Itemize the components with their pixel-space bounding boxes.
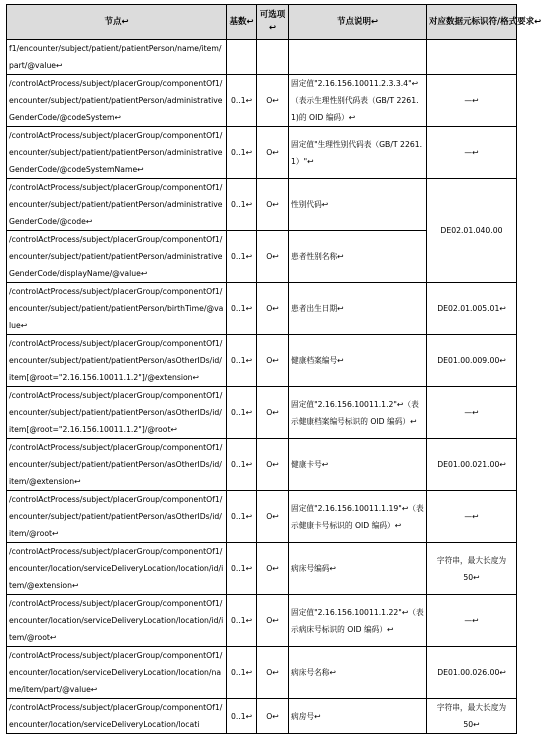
node-path: /controlActProcess/subject/placerGroup/componentOf1/encounter/subject/patient/patientPerson/birthTime/@value↩: [7, 283, 227, 335]
optionality: O↩: [257, 179, 289, 231]
element-mapping: DE01.00.021.00↩: [427, 439, 517, 491]
node-path: /controlActProcess/subject/placerGroup/componentOf1/encounter/subject/patient/patientPerson/administrativeGenderCode/@code↩: [7, 179, 227, 231]
optionality: O↩: [257, 699, 289, 734]
table-row: [7, 335, 517, 387]
node-path: /controlActProcess/subject/placerGroup/componentOf1/encounter/location/serviceDeliveryLocation/location/id/item/@extension↩: [7, 543, 227, 595]
element-mapping: DE01.00.026.00↩: [427, 647, 517, 699]
element-mapping: —↩: [427, 387, 517, 439]
element-mapping: —↩: [427, 75, 517, 127]
node-path: /controlActProcess/subject/placerGroup/componentOf1/encounter/subject/patient/patientPerson/asOtherIDs/id/item[@root="2.16.156.10011.1.2"]/@extension↩: [7, 335, 227, 387]
node-description: 固定值"2.16.156.10011.2.3.3.4"↩（表示生理性别代码表（GB/T 2261.1)的 OID 编码）↩: [289, 75, 427, 127]
optionality: O↩: [257, 543, 289, 595]
table-row: [7, 40, 517, 75]
element-mapping: 字符串，最大长度为 50↩: [427, 699, 517, 734]
node-path: /controlActProcess/subject/placerGroup/componentOf1/encounter/subject/patient/patientPerson/administrativeGenderCode/displayName/@value↩: [7, 231, 227, 283]
node-path: /controlActProcess/subject/placerGroup/componentOf1/encounter/subject/patient/patientPerson/asOtherIDs/id/item/@root↩: [7, 491, 227, 543]
node-path: /controlActProcess/subject/placerGroup/componentOf1/encounter/subject/patient/patientPerson/administrativeGenderCode/@codeSystem↩: [7, 75, 227, 127]
table-row: [7, 543, 517, 595]
node-description: 病房号↩: [289, 699, 427, 734]
element-mapping: 字符串，最大长度为 50↩: [427, 543, 517, 595]
cardinality: 0..1↩: [227, 699, 257, 734]
node-description: 患者性别名称↩: [289, 231, 427, 283]
cardinality: 0..1↩: [227, 647, 257, 699]
optionality: O↩: [257, 335, 289, 387]
node-path: /controlActProcess/subject/placerGroup/componentOf1/encounter/subject/patient/patientPerson/asOtherIDs/id/item[@root="2.16.156.10011.1.2"]/@root↩: [7, 387, 227, 439]
element-mapping: DE02.01.005.01↩: [427, 283, 517, 335]
table-row: [7, 283, 517, 335]
element-mapping: —↩: [427, 595, 517, 647]
table-row: [7, 439, 517, 491]
table-row: [7, 179, 517, 231]
optionality: O↩: [257, 127, 289, 179]
optionality: O↩: [257, 595, 289, 647]
node-description: 病床号编码↩: [289, 543, 427, 595]
cardinality: 0..1↩: [227, 595, 257, 647]
element-mapping: DE02.01.040.00: [427, 179, 517, 283]
optionality: O↩: [257, 231, 289, 283]
cardinality: 0..1↩: [227, 75, 257, 127]
cardinality: 0..1↩: [227, 439, 257, 491]
header-optional: 可选项↩: [257, 5, 289, 40]
table-row: [7, 491, 517, 543]
cardinality: 0..1↩: [227, 127, 257, 179]
node-path: f1/encounter/subject/patient/patientPerson/name/item/part/@value↩: [7, 40, 227, 75]
table-row: [7, 387, 517, 439]
optionality: O↩: [257, 491, 289, 543]
cardinality: 0..1↩: [227, 491, 257, 543]
header-cardinality: 基数↩: [227, 5, 257, 40]
cardinality: 0..1↩: [227, 283, 257, 335]
node-description: 固定值"生理性别代码表（GB/T 2261.1）"↩: [289, 127, 427, 179]
element-mapping: [427, 40, 517, 75]
node-description: 健康档案编号↩: [289, 335, 427, 387]
table-row: [7, 699, 517, 734]
node-path: /controlActProcess/subject/placerGroup/componentOf1/encounter/location/serviceDeliveryLocation/location/id/item/@root↩: [7, 595, 227, 647]
optionality: O↩: [257, 75, 289, 127]
table-row: [7, 127, 517, 179]
node-path: /controlActProcess/subject/placerGroup/componentOf1/encounter/location/serviceDeliveryLocation/locati: [7, 699, 227, 734]
header-row: [7, 5, 517, 40]
cardinality: [227, 40, 257, 75]
cardinality: 0..1↩: [227, 231, 257, 283]
node-description: 患者出生日期↩: [289, 283, 427, 335]
node-description: 固定值"2.16.156.10011.1.22"↩（表示病床号标识的 OID 编码）↩: [289, 595, 427, 647]
table-row: [7, 647, 517, 699]
node-description: 健康卡号↩: [289, 439, 427, 491]
header-mapping: 对应数据元标识符/格式要求↩: [427, 5, 517, 40]
node-description: [289, 40, 427, 75]
table-row: [7, 595, 517, 647]
optionality: O↩: [257, 439, 289, 491]
optionality: O↩: [257, 387, 289, 439]
node-path: /controlActProcess/subject/placerGroup/componentOf1/encounter/subject/patient/patientPerson/administrativeGenderCode/@codeSystemName↩: [7, 127, 227, 179]
node-description: 固定值"2.16.156.10011.1.2"↩（表示健康档案编号标识的 OID 编码）↩: [289, 387, 427, 439]
node-description: 固定值"2.16.156.10011.1.19"↩（表示健康卡号标识的 OID 编码）↩: [289, 491, 427, 543]
spec-table: [6, 4, 541, 734]
cardinality: 0..1↩: [227, 179, 257, 231]
optionality: [257, 40, 289, 75]
element-mapping: —↩: [427, 491, 517, 543]
header-description: 节点说明↩: [289, 5, 427, 40]
cardinality: 0..1↩: [227, 387, 257, 439]
cardinality: 0..1↩: [227, 543, 257, 595]
header-node: 节点↩: [7, 5, 227, 40]
node-description: 性别代码↩: [289, 179, 427, 231]
table-row: [7, 75, 517, 127]
optionality: O↩: [257, 647, 289, 699]
node-path: /controlActProcess/subject/placerGroup/componentOf1/encounter/subject/patient/patientPerson/asOtherIDs/id/item/@extension↩: [7, 439, 227, 491]
node-description: 病床号名称↩: [289, 647, 427, 699]
cardinality: 0..1↩: [227, 335, 257, 387]
node-path: /controlActProcess/subject/placerGroup/componentOf1/encounter/location/serviceDeliveryLocation/location/name/item/part/@value↩: [7, 647, 227, 699]
optionality: O↩: [257, 283, 289, 335]
element-mapping: DE01.00.009.00↩: [427, 335, 517, 387]
element-mapping: —↩: [427, 127, 517, 179]
